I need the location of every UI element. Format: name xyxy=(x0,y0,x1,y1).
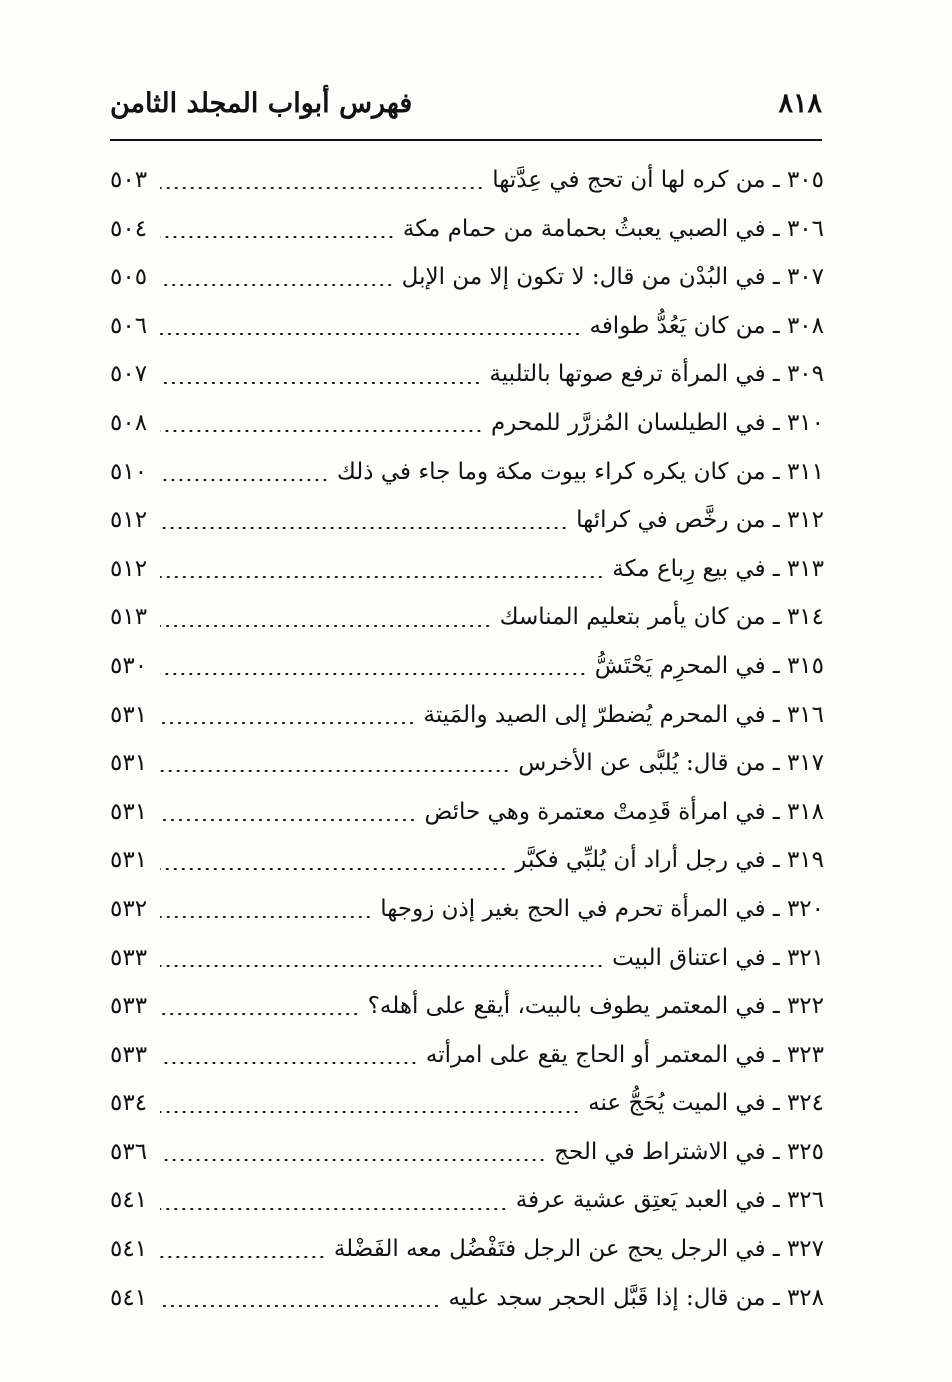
toc-entry-title: ٣١٧ ـ من قال: يُلبَّى عن الأخرس xyxy=(518,750,824,777)
toc-entry xyxy=(110,399,824,448)
toc-entry xyxy=(110,788,824,837)
toc-entry-page: ٥١٣ xyxy=(110,604,148,631)
toc-entry-title: ٣٠٦ ـ في الصبي يعبثُ بحمامة من حمام مكة xyxy=(402,215,824,242)
dot-leader xyxy=(160,430,483,432)
toc-entry-page: ٥٣٢ xyxy=(110,895,148,922)
toc-entry-title: ٣٠٥ ـ من كره لها أن تحج في عِدَّتها xyxy=(492,167,824,193)
toc-entry xyxy=(110,934,824,983)
toc-entry xyxy=(110,496,824,545)
toc-entry-page: ٥١٢ xyxy=(110,555,148,582)
toc-entry-page: ٥٤١ xyxy=(110,1236,148,1263)
toc-entry-page: ٥١٢ xyxy=(110,507,148,534)
toc-entry-title: ٣١٥ ـ في المحرِم يَحْتَشُّ xyxy=(594,652,824,679)
toc-entry xyxy=(110,350,824,399)
toc-entry xyxy=(110,885,824,934)
toc-entry-title: ٣٢٥ ـ في الاشتراط في الحج xyxy=(554,1138,824,1165)
dot-leader xyxy=(160,1062,418,1064)
toc-entry-title: ٣٢٨ ـ من قال: إذا قَبَّل الحجر سجد عليه xyxy=(448,1284,824,1311)
toc-entry-page: ٥٣١ xyxy=(110,750,148,777)
dot-leader xyxy=(160,236,395,238)
header-rule xyxy=(110,139,822,141)
toc-entry-page: ٥١٠ xyxy=(110,458,148,485)
toc-entry xyxy=(110,448,824,497)
dot-leader xyxy=(160,673,587,675)
toc-entry-title: ٣١٢ ـ من رخَّص في كرائها xyxy=(576,507,824,534)
table-of-contents xyxy=(110,156,824,1322)
toc-entry-title: ٣٢٧ ـ في الرجل يحج عن الرجل فتَفْضُل معه الفَضْلة xyxy=(333,1236,824,1263)
toc-entry-page: ٥٣١ xyxy=(110,798,148,825)
toc-entry-page: ٥٤١ xyxy=(110,1284,148,1311)
toc-entry-page: ٥٠٤ xyxy=(110,215,148,242)
toc-entry-page: ٥٣٠ xyxy=(110,652,148,679)
toc-entry xyxy=(110,1079,824,1128)
toc-entry-page: ٥٣٤ xyxy=(110,1090,148,1117)
toc-entry-title: ٣٢٢ ـ في المعتمر يطوف بالبيت، أيقع على أهله؟ xyxy=(367,993,824,1020)
toc-entry-page: ٥٠٣ xyxy=(110,167,148,193)
toc-entry-page: ٥٣٦ xyxy=(110,1138,148,1165)
toc-entry-title: ٣٢٦ ـ في العبد يَعتِق عشية عرفة xyxy=(515,1187,824,1214)
toc-entry-title: ٣٢٠ ـ في المرأة تحرم في الحج بغير إذن زوجها xyxy=(380,895,824,922)
dot-leader xyxy=(160,1208,508,1210)
dot-leader xyxy=(160,479,329,481)
toc-entry-title: ٣١٤ ـ من كان يأمر بتعليم المناسك xyxy=(499,604,824,631)
dot-leader xyxy=(160,1111,580,1113)
toc-entry xyxy=(110,982,824,1031)
dot-leader xyxy=(160,187,484,189)
toc-entry xyxy=(110,1128,824,1177)
dot-leader xyxy=(160,819,416,821)
toc-entry-page: ٥٣١ xyxy=(110,701,148,728)
dot-leader xyxy=(160,916,372,918)
dot-leader xyxy=(160,284,394,286)
dot-leader xyxy=(160,333,581,335)
toc-entry xyxy=(110,642,824,691)
toc-entry xyxy=(110,1225,824,1274)
toc-entry xyxy=(110,253,824,302)
dot-leader xyxy=(160,722,416,724)
toc-entry-page: ٥٠٨ xyxy=(110,409,148,436)
toc-entry xyxy=(110,593,824,642)
toc-entry-page: ٥٠٦ xyxy=(110,312,148,339)
toc-entry-title: ٣١٨ ـ في امرأة قَدِمتْ معتمرة وهي حائض xyxy=(424,798,824,825)
dot-leader xyxy=(160,1256,326,1258)
page-number: ٨١٨ xyxy=(778,88,822,119)
dot-leader xyxy=(160,625,492,627)
toc-entry-page: ٥٤١ xyxy=(110,1187,148,1214)
toc-entry-page: ٥٣٣ xyxy=(110,944,148,971)
dot-leader xyxy=(160,382,481,384)
toc-entry xyxy=(110,205,824,254)
toc-entry-title: ٣١٩ ـ في رجل أراد أن يُلبِّي فكبَّر xyxy=(515,847,824,874)
toc-entry-title: ٣٠٩ ـ في المرأة ترفع صوتها بالتلبية xyxy=(489,361,824,388)
toc-entry-title: ٣٢٤ ـ في الميت يُحَجُّ عنه xyxy=(588,1090,824,1117)
dot-leader xyxy=(160,868,507,870)
toc-entry xyxy=(110,545,824,594)
toc-entry-title: ٣١١ ـ من كان يكره كراء بيوت مكة وما جاء في ذلك xyxy=(336,458,824,485)
dot-leader xyxy=(160,770,510,772)
toc-entry-title: ٣٠٧ ـ في البُدْن من قال: لا تكون إلا من الإبل xyxy=(401,264,824,291)
toc-entry xyxy=(110,1176,824,1225)
toc-entry-page: ٥٠٧ xyxy=(110,361,148,388)
toc-entry-page: ٥٣١ xyxy=(110,847,148,874)
toc-entry xyxy=(110,156,824,205)
toc-entry-page: ٥٠٥ xyxy=(110,264,148,291)
toc-entry xyxy=(110,1274,824,1323)
dot-leader xyxy=(160,1013,360,1015)
toc-entry xyxy=(110,1031,824,1080)
toc-entry-page: ٥٣٣ xyxy=(110,993,148,1020)
page-header xyxy=(110,80,822,140)
dot-leader xyxy=(160,1159,546,1161)
toc-entry xyxy=(110,836,824,885)
toc-entry xyxy=(110,739,824,788)
toc-entry xyxy=(110,691,824,740)
toc-entry-title: ٣١٣ ـ في بيع رِباع مكة xyxy=(612,555,824,582)
toc-entry-title: ٣٢١ ـ في اعتناق البيت xyxy=(612,944,824,971)
dot-leader xyxy=(160,576,604,578)
toc-entry-title: ٣١٠ ـ في الطيلسان المُزرَّر للمحرم xyxy=(490,409,824,436)
toc-entry-title: ٣١٦ ـ في المحرم يُضطرّ إلى الصيد والمَيتة xyxy=(423,701,824,728)
dot-leader xyxy=(160,1305,440,1307)
toc-entry-page: ٥٣٣ xyxy=(110,1041,148,1068)
toc-entry-title: ٣٠٨ ـ من كان يَعُدُّ طوافه xyxy=(589,312,824,339)
dot-leader xyxy=(160,527,568,529)
running-title: فهرس أبواب المجلد الثامن xyxy=(110,88,413,119)
toc-entry xyxy=(110,302,824,351)
dot-leader xyxy=(160,965,604,967)
toc-entry-title: ٣٢٣ ـ في المعتمر أو الحاج يقع على امرأته xyxy=(425,1041,824,1068)
